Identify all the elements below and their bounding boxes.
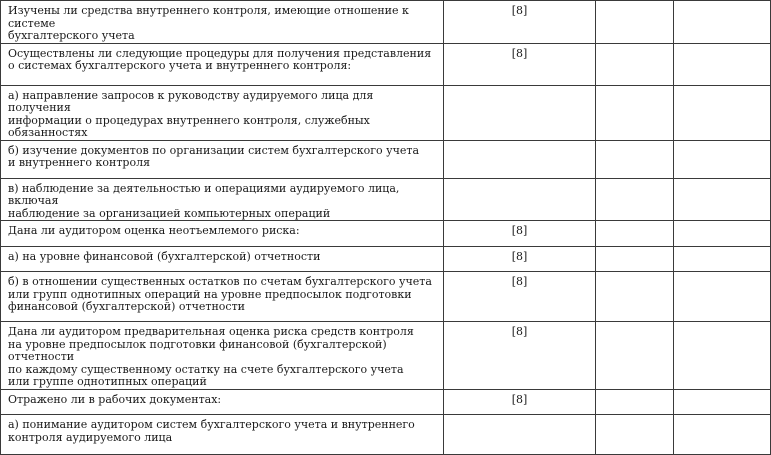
table-row [1, 322, 771, 390]
answer-cell[interactable] [596, 43, 674, 85]
comment-cell[interactable] [674, 140, 771, 178]
reference-cell: [8] [444, 390, 596, 415]
question-cell: б) в отношении существенных остатков по счетам бухгалтерского учета или групп однотипных операций на уровне предпосылок подготовки финансовой (бухгалтерской) отчетности [1, 272, 444, 322]
reference-cell: [8] [444, 43, 596, 85]
comment-cell[interactable] [674, 322, 771, 390]
answer-cell[interactable] [596, 415, 674, 455]
comment-cell[interactable] [674, 1, 771, 44]
answer-cell[interactable] [596, 140, 674, 178]
comment-cell[interactable] [674, 390, 771, 415]
reference-cell: [8] [444, 272, 596, 322]
table-row [1, 178, 771, 221]
reference-cell [444, 415, 596, 455]
question-cell: Отражено ли в рабочих документах: [1, 390, 444, 415]
reference-cell [444, 85, 596, 140]
answer-cell[interactable] [596, 1, 674, 44]
question-cell: б) изучение документов по организации систем бухгалтерского учета и внутреннего контроля [1, 140, 444, 178]
comment-cell[interactable] [674, 43, 771, 85]
question-cell: Дана ли аудитором оценка неотъемлемого риска: [1, 221, 444, 247]
answer-cell[interactable] [596, 322, 674, 390]
answer-cell[interactable] [596, 272, 674, 322]
reference-cell: [8] [444, 1, 596, 44]
table-row [1, 272, 771, 322]
reference-cell: [8] [444, 247, 596, 272]
table-row [1, 1, 771, 44]
answer-cell[interactable] [596, 390, 674, 415]
answer-cell[interactable] [596, 247, 674, 272]
reference-cell [444, 178, 596, 221]
comment-cell[interactable] [674, 415, 771, 455]
question-cell: Дана ли аудитором предварительная оценка риска средств контроля на уровне предпосылок подготовки финансовой (бухгалтерской) отчетности по каждому существенному остатку на счете бухгалтерского учета или группе однотипных операций [1, 322, 444, 390]
answer-cell[interactable] [596, 178, 674, 221]
table-row [1, 43, 771, 85]
table-row [1, 390, 771, 415]
question-cell: а) понимание аудитором систем бухгалтерского учета и внутреннего контроля аудируемого лица [1, 415, 444, 455]
table-row [1, 415, 771, 455]
comment-cell[interactable] [674, 247, 771, 272]
question-cell: Изучены ли средства внутреннего контроля, имеющие отношение к системе бухгалтерского учета [1, 1, 444, 44]
answer-cell[interactable] [596, 221, 674, 247]
question-cell: Осуществлены ли следующие процедуры для получения представления о системах бухгалтерского учета и внутреннего контроля: [1, 43, 444, 85]
table-row [1, 140, 771, 178]
table-row [1, 85, 771, 140]
answer-cell[interactable] [596, 85, 674, 140]
question-cell: в) наблюдение за деятельностью и операциями аудируемого лица, включая наблюдение за организацией компьютерных операций [1, 178, 444, 221]
comment-cell[interactable] [674, 85, 771, 140]
reference-cell [444, 140, 596, 178]
table-row [1, 247, 771, 272]
question-cell: а) направление запросов к руководству аудируемого лица для получения информации о процедурах внутреннего контроля, служебных обязанностях [1, 85, 444, 140]
comment-cell[interactable] [674, 272, 771, 322]
table-row [1, 221, 771, 247]
question-cell: а) на уровне финансовой (бухгалтерской) отчетности [1, 247, 444, 272]
comment-cell[interactable] [674, 221, 771, 247]
comment-cell[interactable] [674, 178, 771, 221]
reference-cell: [8] [444, 322, 596, 390]
reference-cell: [8] [444, 221, 596, 247]
